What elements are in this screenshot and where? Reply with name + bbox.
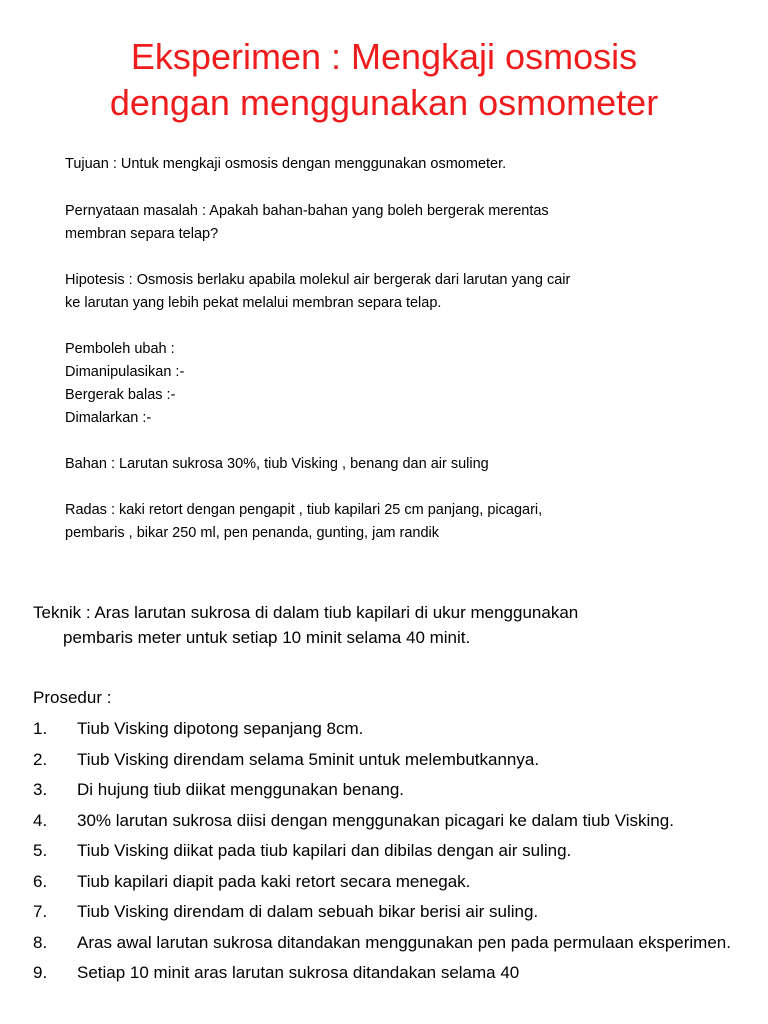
bahan-text: Bahan : Larutan sukrosa 30%, tiub Visking , benang dan air suling: [65, 456, 489, 472]
step-number: 1.: [33, 719, 48, 738]
prosedur-step: [33, 808, 733, 833]
bergerak-balas-label: Bergerak balas :-: [65, 387, 176, 403]
pernyataan-masalah-line-2: membran separa telap?: [65, 226, 219, 242]
bahan-section: [65, 453, 705, 476]
radas-section: [65, 499, 705, 545]
prosedur-step: [33, 777, 733, 802]
page-title: [0, 34, 768, 126]
title-line-2: dengan menggunakan osmometer: [109, 82, 659, 123]
step-number: 4.: [33, 810, 48, 830]
pernyataan-masalah-section: [65, 200, 705, 246]
step-number: 6.: [33, 871, 48, 891]
teknik-line-1: Teknik : Aras larutan sukrosa di dalam tiub kapilari di ukur menggunakan: [33, 603, 579, 622]
step-text: Di hujung tiub diikat menggunakan benang.: [77, 780, 405, 799]
step-text: Aras awal larutan sukrosa ditandakan menggunakan pen pada permulaan eksperimen.: [77, 932, 731, 952]
step-number: 5.: [33, 841, 48, 860]
step-text: Setiap 10 minit aras larutan sukrosa ditandakan selama 40: [77, 963, 520, 982]
prosedur-step: [33, 716, 733, 741]
step-number: 8.: [33, 932, 48, 952]
tujuan-section: [65, 153, 705, 176]
prosedur-step: [33, 930, 733, 955]
step-text: Tiub Visking diikat pada tiub kapilari dan dibilas dengan air suling.: [77, 841, 572, 860]
radas-line-2: pembaris , bikar 250 ml, pen penanda, gunting, jam randik: [65, 525, 439, 541]
tujuan-text: Tujuan : Untuk mengkaji osmosis dengan menggunakan osmometer.: [65, 156, 507, 172]
prosedur-step: [33, 899, 733, 924]
step-number: 3.: [33, 780, 48, 799]
radas-line-1: Radas : kaki retort dengan pengapit , tiub kapilari 25 cm panjang, picagari,: [65, 502, 543, 518]
hipotesis-section: [65, 269, 705, 315]
dimanipulasikan-label: Dimanipulasikan :-: [65, 364, 185, 380]
step-text: Tiub Visking dipotong sepanjang 8cm.: [77, 719, 364, 738]
prosedur-step: [33, 869, 733, 894]
pernyataan-masalah-line-1: Pernyataan masalah : Apakah bahan-bahan yang boleh bergerak merentas: [65, 203, 549, 219]
title-line-1: Eksperimen : Mengkaji osmosis: [130, 36, 638, 77]
prosedur-steps-list: [33, 716, 733, 991]
hipotesis-line-1: Hipotesis : Osmosis berlaku apabila molekul air bergerak dari larutan yang cair: [65, 272, 571, 288]
prosedur-step: [33, 747, 733, 772]
dimalarkan-label: Dimalarkan :-: [65, 410, 152, 426]
pemboleh-ubah-heading: Pemboleh ubah :: [65, 341, 175, 357]
step-text: Tiub Visking direndam selama 5minit untuk melembutkannya.: [77, 749, 540, 769]
prosedur-step: [33, 960, 733, 985]
step-number: 7.: [33, 902, 48, 921]
teknik-line-2: pembaris meter untuk setiap 10 minit selama 40 minit.: [63, 628, 471, 647]
prosedur-heading: Prosedur :: [33, 688, 112, 707]
hipotesis-line-2: ke larutan yang lebih pekat melalui membran separa telap.: [65, 295, 442, 311]
step-number: 2.: [33, 749, 48, 769]
pemboleh-ubah-section: [65, 338, 705, 430]
step-number: 9.: [33, 963, 48, 982]
prosedur-step: [33, 838, 733, 863]
step-text: 30% larutan sukrosa diisi dengan menggunakan picagari ke dalam tiub Visking.: [77, 810, 674, 830]
step-text: Tiub Visking direndam di dalam sebuah bikar berisi air suling.: [77, 902, 539, 921]
step-text: Tiub kapilari diapit pada kaki retort secara menegak.: [77, 871, 471, 891]
teknik-paragraph: [33, 600, 763, 650]
